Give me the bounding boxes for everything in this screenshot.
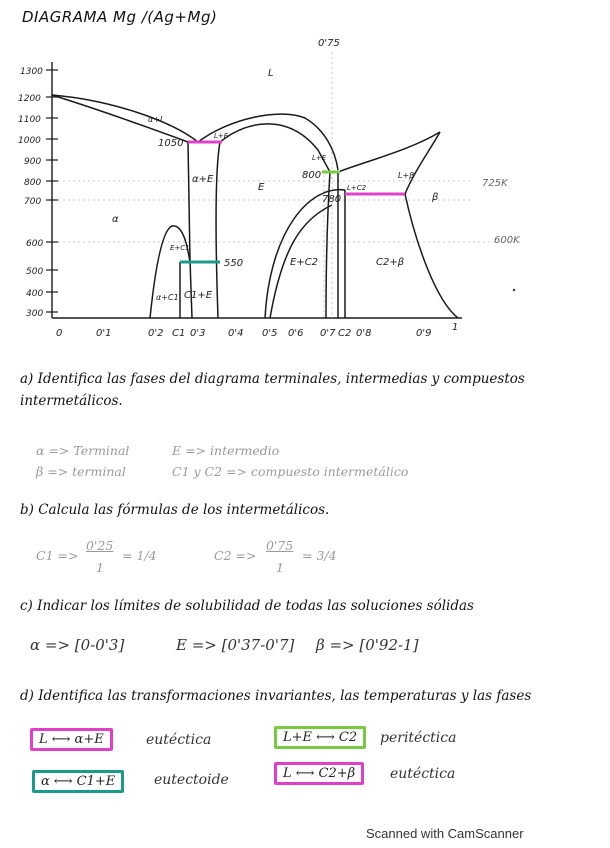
temp-label: 600K xyxy=(494,235,520,246)
e-left-boundary xyxy=(216,142,220,318)
c1-denominator: 1 xyxy=(96,560,104,575)
temp-label: 800 xyxy=(302,170,322,181)
answer-c1-c2-compounds: C1 y C2 => compuesto intermetálico xyxy=(172,464,409,479)
x-tick-label: 0 xyxy=(56,328,63,339)
x-tick-label: 0'9 xyxy=(416,328,432,339)
y-tick-label: 1000 xyxy=(18,136,41,146)
region-label: L+E xyxy=(214,132,229,140)
c1-label: C1 => xyxy=(36,548,79,563)
temp-label: 780 xyxy=(322,194,342,205)
y-tick-label: 300 xyxy=(26,309,44,319)
c2-numerator: 0'75 xyxy=(266,538,294,553)
reaction-peritectic-name: peritéctica xyxy=(380,730,457,746)
y-tick-label: 900 xyxy=(24,157,42,167)
stray-mark xyxy=(513,289,515,291)
c2-result: = 3/4 xyxy=(302,548,337,563)
solubility-alpha: α => [0-0'3] xyxy=(30,636,125,654)
c1-numerator: 0'25 xyxy=(86,538,114,553)
region-label: C1+E xyxy=(184,290,213,301)
reaction-eutectoid: α ⟷ C1+E xyxy=(32,770,124,793)
question-a: a) Identifica las fases del diagrama terminales, intermedias y compuestos intermetálicos. xyxy=(20,371,525,409)
c2-dome xyxy=(265,190,345,318)
y-tick-label: 400 xyxy=(26,289,44,299)
x-tick-label: C1 xyxy=(172,328,186,339)
temp-label: 725K xyxy=(482,178,508,189)
answer-e-intermediate: E => intermedio xyxy=(172,443,280,458)
solubility-beta: β => [0'92-1] xyxy=(316,636,419,654)
region-label: L+β xyxy=(398,171,415,180)
reaction-eutectic-2-name: eutéctica xyxy=(390,766,456,782)
region-label: C2+β xyxy=(376,257,405,268)
temp-label: 550 xyxy=(224,258,244,269)
region-label: α xyxy=(112,214,119,225)
x-tick-label: 0'1 xyxy=(96,328,112,339)
y-tick-label: 1100 xyxy=(18,115,41,125)
phase-diagram xyxy=(0,0,610,340)
y-tick-label: 500 xyxy=(26,267,44,277)
c2-label: C2 => xyxy=(214,548,257,563)
y-tick-label: 1300 xyxy=(20,67,43,77)
answer-alpha-terminal: α => Terminal xyxy=(36,443,130,458)
region-label: α+E xyxy=(192,174,214,185)
x-tick-label: 0'4 xyxy=(228,328,244,339)
region-label: β xyxy=(432,192,439,203)
alpha-solidus xyxy=(52,95,188,142)
y-tick-label: 1200 xyxy=(18,94,41,104)
beta-solvus xyxy=(405,194,458,318)
reaction-eutectoid-name: eutectoide xyxy=(154,772,229,788)
reaction-peritectic: L+E ⟷ C2 xyxy=(274,726,366,749)
region-label: α+L xyxy=(148,115,165,124)
page-title: DIAGRAMA Mg /(Ag+Mg) xyxy=(22,8,218,26)
x-tick-label: 0'5 xyxy=(262,328,278,339)
c2-denominator: 1 xyxy=(276,560,284,575)
y-tick-label: 800 xyxy=(24,178,42,188)
reaction-eutectic-1-name: eutéctica xyxy=(146,732,212,748)
x-tick-label: 1 xyxy=(452,322,459,333)
x-tick-label: 0'3 xyxy=(190,328,206,339)
question-b: b) Calcula las fórmulas de los intermetálicos. xyxy=(20,502,330,518)
question-d: d) Identifica las transformaciones invariantes, las temperaturas y las fases xyxy=(20,688,532,704)
y-tick-label: 700 xyxy=(24,197,42,207)
beta-liquidus xyxy=(338,132,440,172)
c1-hill xyxy=(150,226,190,318)
x-tick-label: 0'7 xyxy=(320,328,336,339)
region-label: L xyxy=(268,68,274,79)
x-tick-label: 0'8 xyxy=(356,328,372,339)
c1-result: = 1/4 xyxy=(122,548,157,563)
region-label: α+C1 xyxy=(156,293,179,302)
temp-label: 1050 xyxy=(158,138,184,149)
question-c: c) Indicar los límites de solubilidad de todas las soluciones sólidas xyxy=(20,598,474,614)
reaction-eutectic-1: L ⟷ α+E xyxy=(30,728,113,751)
reaction-eutectic-2: L ⟷ C2+β xyxy=(274,762,364,785)
e-dome-inner xyxy=(220,124,330,172)
scanner-watermark: Scanned with CamScanner xyxy=(366,826,524,841)
x-tick-label: C2 xyxy=(338,328,352,339)
answer-beta-terminal: β => terminal xyxy=(36,464,126,479)
region-label: E xyxy=(258,182,265,193)
region-label: E+C1 xyxy=(170,244,190,252)
region-label: L+C2 xyxy=(347,184,367,192)
x-tick-label: 0'6 xyxy=(288,328,304,339)
top-composition-label: 0'75 xyxy=(318,38,340,49)
region-label: L+E xyxy=(312,154,327,162)
solubility-e: E => [0'37-0'7] xyxy=(176,636,295,654)
x-tick-label: 0'2 xyxy=(148,328,164,339)
y-tick-label: 600 xyxy=(26,239,44,249)
region-label: E+C2 xyxy=(290,257,319,268)
